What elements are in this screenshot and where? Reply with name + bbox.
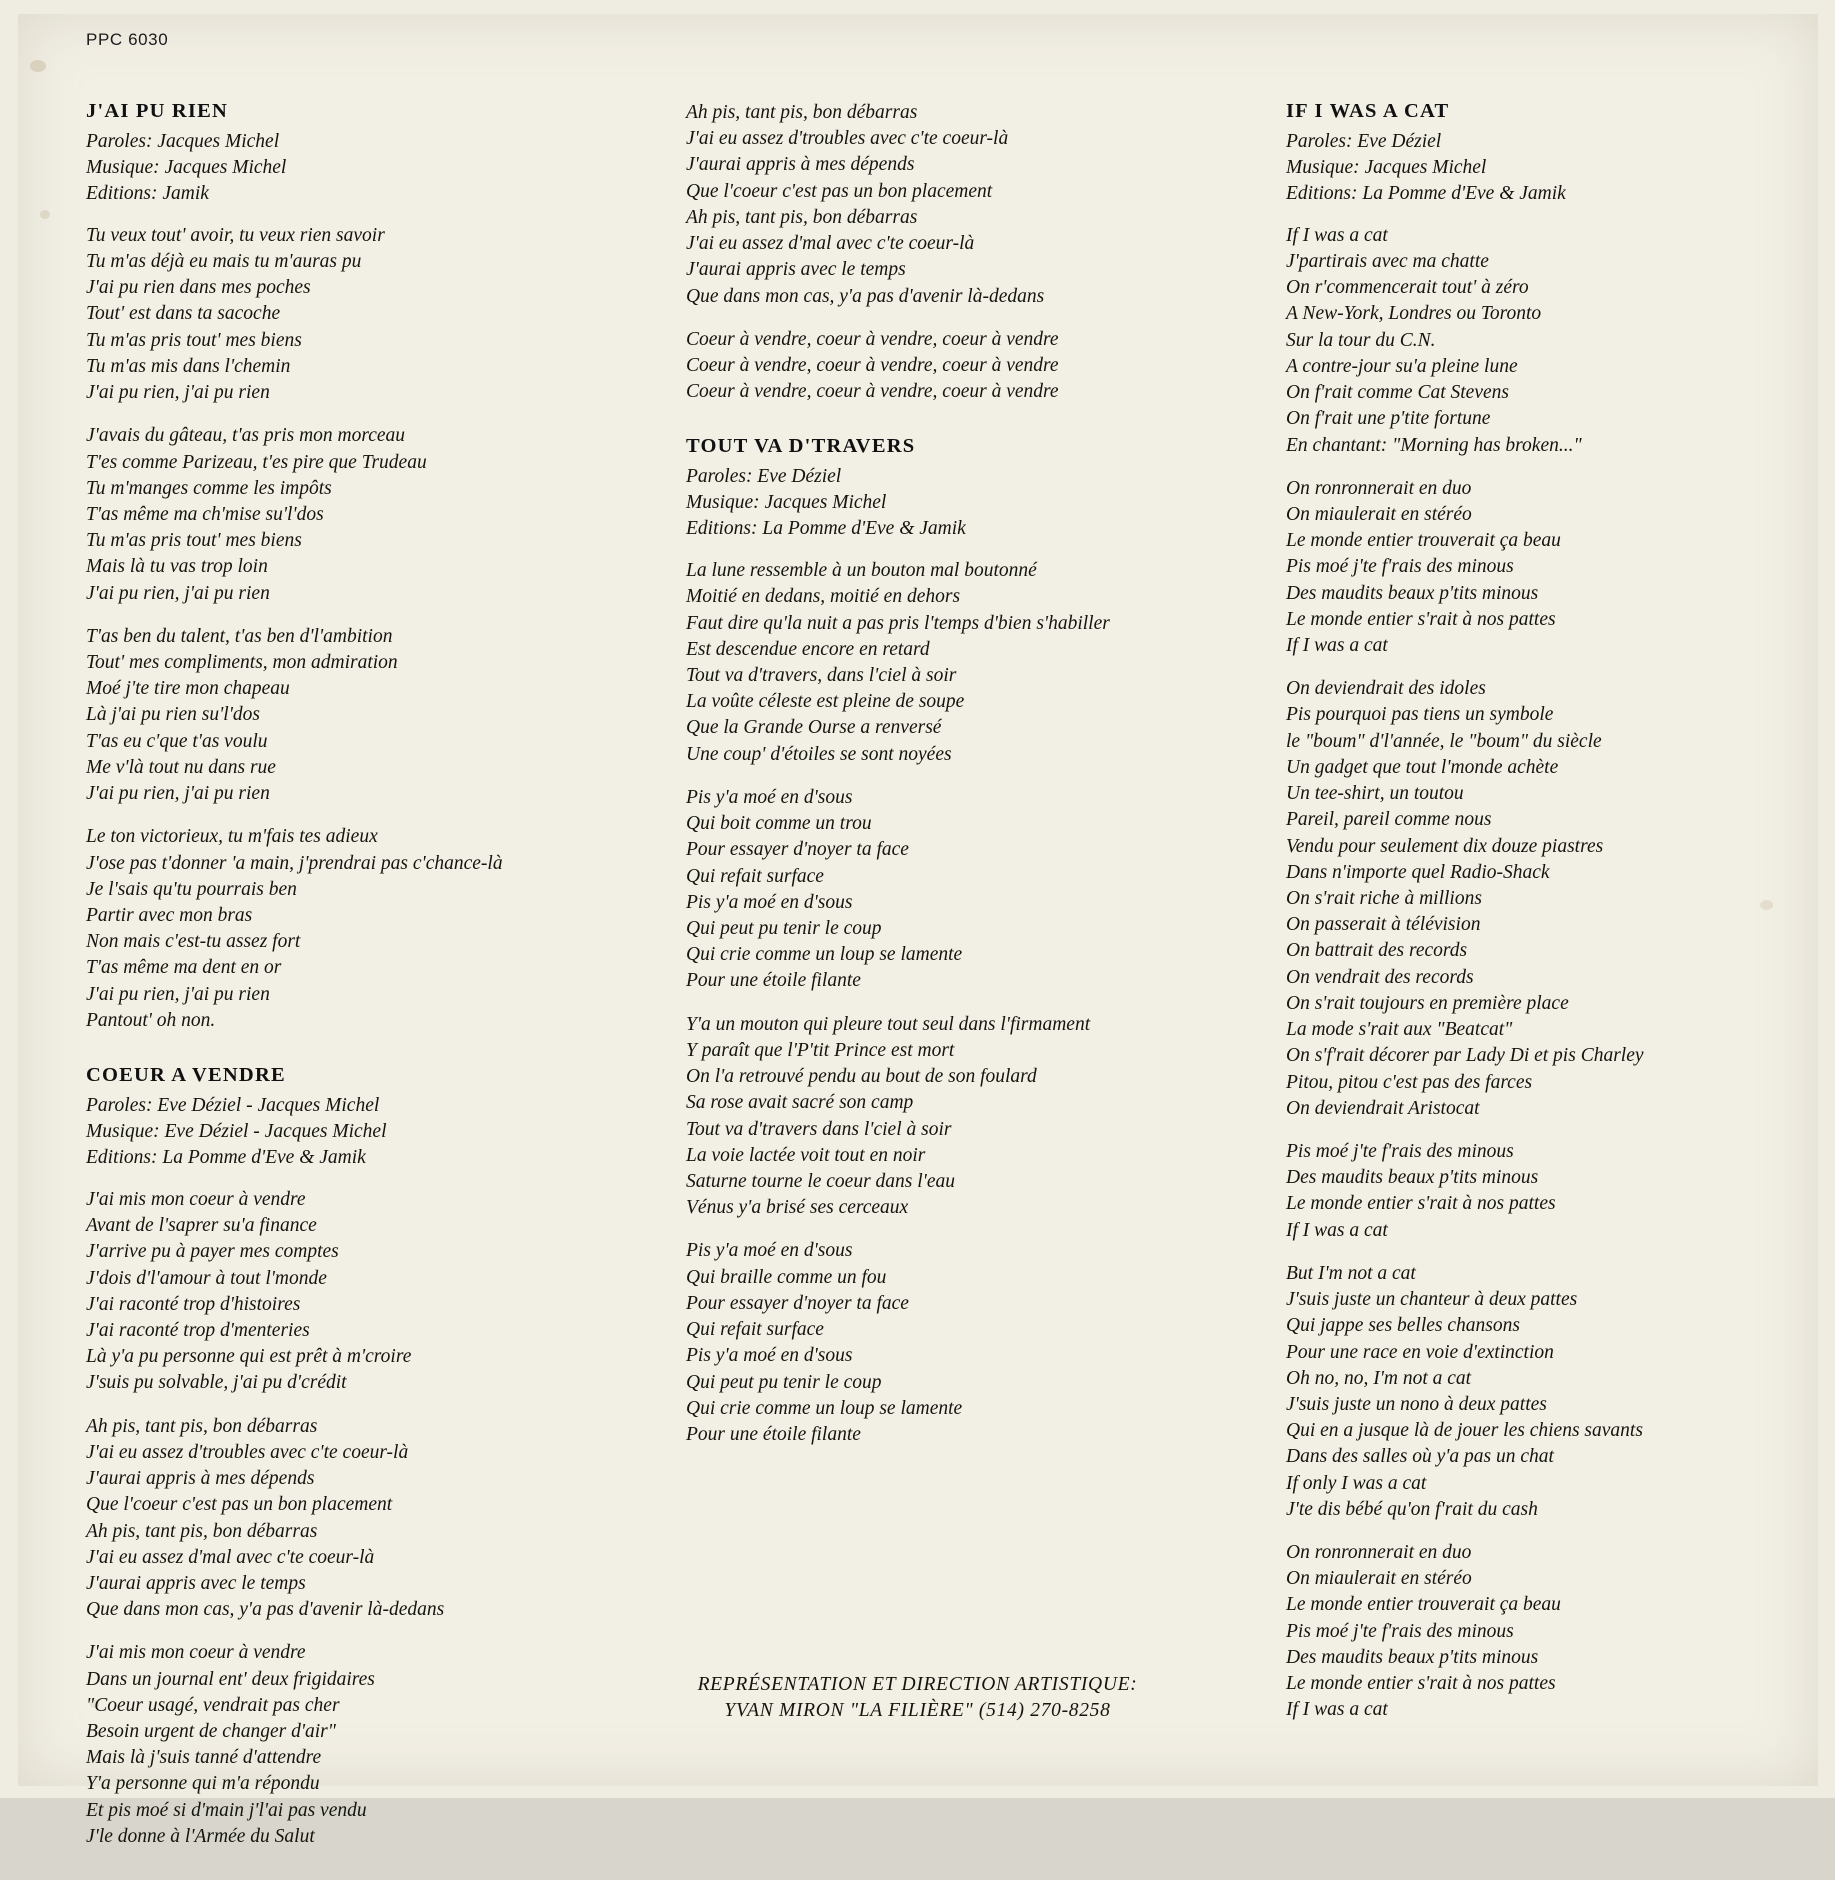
lyric-line: Là j'ai pu rien su'l'dos: [86, 704, 260, 726]
lyric-line: En chantant: "Morning has broken...": [1286, 434, 1582, 456]
lyric-line: La lune ressemble à un bouton mal boutonné: [686, 560, 1037, 582]
lyric-line: A New-York, Londres ou Toronto: [1286, 303, 1542, 325]
lyrics-column-1: [86, 100, 686, 1880]
lyric-stanza: [1286, 676, 1756, 1122]
lyric-line: On battrait des records: [1286, 940, 1468, 962]
lyric-line: Tout va d'travers dans l'ciel à soir: [686, 1118, 952, 1140]
lyric-line: Le monde entier s'rait à nos pattes: [1286, 1673, 1556, 1695]
lyric-line: If I was a cat: [1286, 224, 1388, 246]
lyric-line: Qui jappe ses belles chansons: [1286, 1315, 1520, 1337]
lyric-line: On passerait à télévision: [1286, 914, 1481, 936]
lyric-line: Le monde entier trouverait ça beau: [1286, 530, 1561, 552]
lyric-line: Tu m'as déjà eu mais tu m'auras pu: [86, 250, 362, 272]
lyric-stanza: [86, 624, 646, 808]
lyric-line: Qui crie comme un loup se lamente: [686, 944, 963, 966]
lyric-stanza: [1286, 476, 1756, 660]
lyric-line: Avant de l'saprer su'a finance: [86, 1215, 317, 1237]
lyric-line: La voûte céleste est pleine de soupe: [686, 691, 965, 713]
lyric-line: On vendrait des records: [1286, 966, 1474, 988]
lyric-line: La voie lactée voit tout en noir: [686, 1144, 926, 1166]
lyric-line: Pour essayer d'noyer ta face: [686, 839, 909, 861]
lyric-line: Qui refait surface: [686, 1319, 824, 1341]
lyric-line: J'le donne à l'Armée du Salut: [86, 1825, 315, 1847]
credit-line: Paroles: Eve Déziel: [1286, 131, 1442, 152]
lyric-line: On f'rait comme Cat Stevens: [1286, 382, 1509, 404]
lyric-line: J'avais du gâteau, t'as pris mon morceau: [86, 425, 406, 447]
lyric-line: Qui peut pu tenir le coup: [686, 918, 882, 940]
lyric-line: J'dois d'l'amour à tout l'monde: [86, 1267, 327, 1289]
lyric-line: Ah pis, tant pis, bon débarras: [686, 206, 918, 228]
credit-line: Editions: Jamik: [86, 182, 209, 204]
lyric-line: J'aurai appris avec le temps: [686, 259, 906, 281]
lyric-line: J'ai eu assez d'troubles avec c'te coeur-là: [686, 128, 1009, 150]
lyric-line: Là y'a pu personne qui est prêt à m'croire: [86, 1346, 412, 1368]
lyric-line: On s'rait riche à millions: [1286, 888, 1482, 910]
lyric-line: Qui en a jusque là de jouer les chiens savants: [1286, 1420, 1643, 1442]
lyric-line: If only I was a cat: [1286, 1472, 1427, 1494]
lyric-line: Pitou, pitou c'est pas des farces: [1286, 1071, 1533, 1093]
lyric-line: On f'rait une p'tite fortune: [1286, 408, 1491, 430]
lyric-line: T'as ben du talent, t'as ben d'l'ambition: [86, 625, 393, 647]
lyric-line: J'ose pas t'donner 'a main, j'prendrai pas c'chance-là: [86, 852, 503, 874]
lyric-line: Dans des salles où y'a pas un chat: [1286, 1446, 1554, 1468]
lyric-line: J'te dis bébé qu'on f'rait du cash: [1286, 1498, 1538, 1520]
song-block: [1286, 100, 1756, 1724]
lyric-line: J'ai eu assez d'mal avec c'te coeur-là: [86, 1546, 375, 1568]
lyric-line: Tu veux tout' avoir, tu veux rien savoir: [86, 224, 385, 246]
lyric-stanza: [86, 1187, 646, 1397]
lyrics-columns: [86, 100, 1756, 1880]
credit-line: Musique: Jacques Michel: [686, 492, 887, 514]
lyric-line: J'suis juste un chanteur à deux pattes: [1286, 1289, 1578, 1311]
lyric-line: Je l'sais qu'tu pourrais ben: [86, 878, 297, 900]
lyric-line: A contre-jour su'a pleine lune: [1286, 355, 1518, 377]
lyric-line: Pis pourquoi pas tiens un symbole: [1286, 704, 1554, 726]
lyric-line: Ah pis, tant pis, bon débarras: [86, 1520, 318, 1542]
song-credits: [86, 1093, 646, 1171]
lyric-line: Tout' est dans ta sacoche: [86, 303, 281, 325]
lyric-line: On ronronnerait en duo: [1286, 1542, 1472, 1564]
lyric-line: Coeur à vendre, coeur à vendre, coeur à vendre: [686, 381, 1059, 403]
lyrics-column-3: [1286, 100, 1756, 1880]
lyric-line: If I was a cat: [1286, 1699, 1388, 1721]
lyric-line: On deviendrait des idoles: [1286, 678, 1486, 700]
lyric-line: Que dans mon cas, y'a pas d'avenir là-dedans: [86, 1599, 445, 1621]
lyric-line: Mais là j'suis tanné d'attendre: [86, 1747, 322, 1769]
lyric-line: Le ton victorieux, tu m'fais tes adieux: [86, 826, 378, 848]
song-credits: [1286, 129, 1756, 207]
lyric-line: J'aurai appris à mes dépends: [86, 1468, 315, 1490]
lyric-line: Que la Grande Ourse a renversé: [686, 717, 942, 739]
lyric-line: On s'rait toujours en première place: [1286, 992, 1569, 1014]
lyric-line: Tu m'manges comme les impôts: [86, 477, 332, 499]
lyric-line: Des maudits beaux p'tits minous: [1286, 1646, 1539, 1668]
credit-line: Musique: Eve Déziel - Jacques Michel: [86, 1121, 387, 1143]
lyric-line: T'es comme Parizeau, t'es pire que Trudeau: [86, 451, 427, 473]
lyric-line: On miaulerait en stéréo: [1286, 1568, 1472, 1590]
lyric-line: Tout va d'travers, dans l'ciel à soir: [686, 665, 957, 687]
lyric-line: Pis moé j'te f'rais des minous: [1286, 556, 1514, 578]
song-title: TOUT VA D'TRAVERS: [686, 435, 916, 458]
lyric-stanza: [1286, 223, 1756, 459]
lyric-line: J'ai mis mon coeur à vendre: [86, 1642, 306, 1664]
credit-line: Musique: Jacques Michel: [1286, 156, 1487, 178]
lyric-line: T'as eu c'que t'as voulu: [86, 730, 268, 752]
lyric-line: Le monde entier s'rait à nos pattes: [1286, 608, 1556, 630]
lyric-line: Pour une race en voie d'extinction: [1286, 1341, 1554, 1363]
lyric-line: J'suis pu solvable, j'ai pu d'crédit: [86, 1372, 347, 1394]
lyric-line: Sa rose avait sacré son camp: [686, 1092, 914, 1114]
lyric-line: On ronronnerait en duo: [1286, 477, 1472, 499]
lyric-line: Tu m'as pris tout' mes biens: [86, 329, 302, 351]
lyric-stanza: [686, 785, 1246, 995]
footer-line-2: YVAN MIRON "LA FILIÈRE" (514) 270-8258: [724, 1700, 1111, 1722]
song-title: IF I WAS A CAT: [1286, 100, 1450, 122]
lyric-line: La mode s'rait aux "Beatcat": [1286, 1019, 1513, 1041]
lyric-line: J'ai pu rien, j'ai pu rien: [86, 382, 270, 404]
lyric-line: J'ai pu rien, j'ai pu rien: [86, 983, 270, 1005]
lyric-line: Moitié en dedans, moitié en dehors: [686, 586, 961, 608]
lyric-line: Tout' mes compliments, mon admiration: [86, 652, 398, 674]
lyric-line: J'ai eu assez d'mal avec c'te coeur-là: [686, 233, 975, 255]
lyric-stanza: [86, 423, 646, 607]
lyric-line: Moé j'te tire mon chapeau: [86, 678, 290, 700]
catalog-number: PPC 6030: [86, 30, 169, 49]
lyric-line: J'aurai appris à mes dépends: [686, 154, 915, 176]
footer-credits: [0, 1672, 1835, 1725]
lyric-line: Pis moé j'te f'rais des minous: [1286, 1620, 1514, 1642]
lyric-line: Le monde entier s'rait à nos pattes: [1286, 1193, 1556, 1215]
lyric-line: Y'a personne qui m'a répondu: [86, 1773, 320, 1795]
lyric-line: If I was a cat: [1286, 1219, 1388, 1241]
credit-line: Musique: Jacques Michel: [86, 156, 287, 178]
lyric-line: Pareil, pareil comme nous: [1286, 809, 1492, 831]
lyric-line: Vénus y'a brisé ses cerceaux: [686, 1197, 909, 1219]
lyric-line: Saturne tourne le coeur dans l'eau: [686, 1170, 956, 1192]
song-credits: [86, 129, 646, 207]
lyric-line: On deviendrait Aristocat: [1286, 1097, 1480, 1119]
song-title: COEUR A VENDRE: [86, 1064, 286, 1087]
lyric-line: J'ai pu rien dans mes poches: [86, 277, 311, 299]
lyric-line: But I'm not a cat: [1286, 1262, 1416, 1284]
lyric-line: J'ai pu rien, j'ai pu rien: [86, 783, 270, 805]
lyric-line: J'partirais avec ma chatte: [1286, 250, 1489, 272]
lyric-line: If I was a cat: [1286, 635, 1388, 657]
lyric-line: Tu m'as mis dans l'chemin: [86, 355, 291, 377]
lyric-line: Sur la tour du C.N.: [1286, 329, 1436, 351]
lyric-line: Pis y'a moé en d'sous: [686, 1240, 853, 1262]
lyric-line: Qui crie comme un loup se lamente: [686, 1397, 963, 1419]
lyric-line: J'suis juste un nono à deux pattes: [1286, 1393, 1547, 1415]
credit-line: Paroles: Eve Déziel - Jacques Michel: [86, 1095, 380, 1117]
lyric-line: Qui refait surface: [686, 865, 824, 887]
lyric-line: J'ai raconté trop d'histoires: [86, 1293, 301, 1315]
lyric-line: J'ai pu rien, j'ai pu rien: [86, 582, 270, 604]
lyric-line: On s'f'rait décorer par Lady Di et pis Charley: [1286, 1045, 1644, 1067]
lyric-line: Pis y'a moé en d'sous: [686, 1345, 853, 1367]
song-block: [686, 435, 1246, 1448]
lyric-line: Pour essayer d'noyer ta face: [686, 1292, 909, 1314]
lyric-line: On miaulerait en stéréo: [1286, 503, 1472, 525]
lyric-stanza: [86, 824, 646, 1034]
lyric-line: Qui braille comme un fou: [686, 1266, 887, 1288]
lyric-line: Le monde entier trouverait ça beau: [1286, 1594, 1561, 1616]
lyric-line: Un tee-shirt, un toutou: [1286, 783, 1464, 805]
lyric-line: Est descendue encore en retard: [686, 638, 930, 660]
lyric-line: T'as même ma dent en or: [86, 957, 282, 979]
lyric-line: Qui peut pu tenir le coup: [686, 1371, 882, 1393]
lyric-line: Pis moé j'te f'rais des minous: [1286, 1140, 1514, 1162]
lyric-line: Y'a un mouton qui pleure tout seul dans l'firmament: [686, 1013, 1091, 1035]
lyric-line: Me v'là tout nu dans rue: [86, 756, 276, 778]
song-credits: [686, 464, 1246, 542]
lyric-line: Mais là tu vas trop loin: [86, 556, 268, 578]
lyric-line: Partir avec mon bras: [86, 905, 253, 927]
footer-line-1: REPRÉSENTATION ET DIRECTION ARTISTIQUE:: [697, 1674, 1138, 1695]
lyric-line: Vendu pour seulement dix douze piastres: [1286, 835, 1604, 857]
credit-line: Editions: La Pomme d'Eve & Jamik: [686, 518, 966, 540]
lyric-stanza: [86, 1414, 646, 1624]
credit-line: Paroles: Eve Déziel: [686, 466, 842, 488]
song-title: J'AI PU RIEN: [86, 100, 228, 122]
lyric-line: Faut dire qu'la nuit a pas pris l'temps d'bien s'habiller: [686, 612, 1110, 634]
lyric-line: Y paraît que l'P'tit Prince est mort: [686, 1039, 955, 1061]
lyric-stanza: [686, 327, 1246, 406]
lyric-line: Des maudits beaux p'tits minous: [1286, 582, 1539, 604]
lyric-line: Pour une étoile filante: [686, 1423, 861, 1445]
lyric-line: J'ai mis mon coeur à vendre: [86, 1188, 306, 1210]
lyric-line: On r'commencerait tout' à zéro: [1286, 277, 1529, 299]
lyric-line: J'aurai appris avec le temps: [86, 1572, 306, 1594]
lyric-line: Oh no, no, I'm not a cat: [1286, 1367, 1472, 1389]
lyric-line: Pour une étoile filante: [686, 970, 861, 992]
lyric-line: Que l'coeur c'est pas un bon placement: [86, 1494, 393, 1516]
lyric-line: Une coup' d'étoiles se sont noyées: [686, 743, 952, 765]
lyric-line: Que dans mon cas, y'a pas d'avenir là-dedans: [686, 285, 1045, 307]
lyric-line: Qui boit comme un trou: [686, 813, 872, 835]
lyric-line: Pantout' oh non.: [86, 1009, 216, 1031]
lyrics-column-2: [686, 100, 1286, 1880]
lyric-stanza: [686, 1012, 1246, 1222]
lyric-line: Ah pis, tant pis, bon débarras: [686, 102, 918, 123]
lyric-line: J'ai eu assez d'troubles avec c'te coeur-là: [86, 1441, 409, 1463]
lyric-line: Tu m'as pris tout' mes biens: [86, 530, 302, 552]
song-block: [686, 100, 1246, 405]
lyric-line: Un gadget que tout l'monde achète: [1286, 756, 1559, 778]
lyric-line: Coeur à vendre, coeur à vendre, coeur à vendre: [686, 328, 1059, 350]
lyric-stanza: [686, 1238, 1246, 1448]
lyric-line: le "boum" d'l'année, le "boum" du siècle: [1286, 730, 1602, 752]
lyric-line: Besoin urgent de changer d'air": [86, 1721, 336, 1743]
lyric-stanza: [686, 100, 1246, 310]
credit-line: Editions: La Pomme d'Eve & Jamik: [86, 1146, 366, 1168]
lyric-line: Non mais c'est-tu assez fort: [86, 931, 301, 953]
song-block: [86, 1064, 646, 1850]
lyric-stanza: [86, 223, 646, 407]
lyric-line: J'arrive pu à payer mes comptes: [86, 1241, 339, 1263]
lyric-line: Pis y'a moé en d'sous: [686, 786, 853, 808]
lyric-line: "Coeur usagé, vendrait pas cher: [86, 1694, 340, 1716]
lyric-stanza: [686, 558, 1246, 768]
lyric-line: Pis y'a moé en d'sous: [686, 891, 853, 913]
lyric-line: Que l'coeur c'est pas un bon placement: [686, 180, 993, 202]
lyric-line: T'as même ma ch'mise su'l'dos: [86, 503, 324, 525]
lyric-line: On l'a retrouvé pendu au bout de son foulard: [686, 1066, 1037, 1088]
lyric-stanza: [1286, 1261, 1756, 1523]
lyric-line: Coeur à vendre, coeur à vendre, coeur à vendre: [686, 354, 1059, 376]
lyric-line: Et pis moé si d'main j'l'ai pas vendu: [86, 1799, 367, 1821]
lyric-line: Des maudits beaux p'tits minous: [1286, 1167, 1539, 1189]
lyric-line: Ah pis, tant pis, bon débarras: [86, 1415, 318, 1437]
lyric-stanza: [1286, 1139, 1756, 1244]
lyric-line: Dans n'importe quel Radio-Shack: [1286, 861, 1550, 883]
lyric-line: Dans un journal ent' deux frigidaires: [86, 1668, 375, 1690]
song-block: [86, 100, 646, 1034]
lyric-line: J'ai raconté trop d'menteries: [86, 1319, 310, 1341]
credit-line: Paroles: Jacques Michel: [86, 131, 280, 152]
credit-line: Editions: La Pomme d'Eve & Jamik: [1286, 182, 1566, 204]
